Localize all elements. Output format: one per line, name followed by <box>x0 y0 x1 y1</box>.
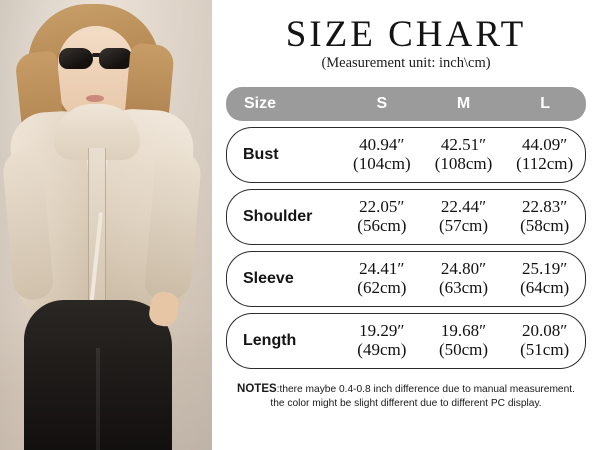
sunglasses-icon <box>57 48 137 70</box>
table-row <box>226 251 586 307</box>
value-inch: 22.05″ <box>359 197 405 216</box>
value-cm: (63cm) <box>438 278 489 297</box>
sunglasses-right-lens <box>99 48 133 69</box>
pants-center-seam <box>96 348 100 450</box>
value-cm: (62cm) <box>357 278 407 297</box>
cell-shoulder-m <box>423 189 505 245</box>
value-inch: 19.68″ <box>440 321 487 340</box>
cell-shoulder-l <box>504 189 586 245</box>
notes-line-2: the color might be slight different due to different PC display. <box>270 398 542 410</box>
value-inch: 19.29″ <box>359 321 405 340</box>
size-chart-panel <box>212 0 600 450</box>
measurement-unit-note: (Measurement unit: inch\cm) <box>321 55 491 71</box>
value-cm: (56cm) <box>357 216 407 235</box>
notes-keyword: NOTES <box>237 383 277 395</box>
row-label-sleeve: Sleeve <box>226 251 341 307</box>
table-row <box>226 127 586 183</box>
product-photo <box>0 0 212 450</box>
model-lips <box>86 95 104 102</box>
column-header-size: Size <box>226 87 341 121</box>
value-inch: 44.09″ <box>521 135 568 154</box>
column-header-s: S <box>341 87 423 121</box>
cell-bust-l <box>504 127 586 183</box>
value-inch: 22.44″ <box>440 197 487 216</box>
cell-bust-s <box>341 127 423 183</box>
cell-bust-m <box>423 127 505 183</box>
column-header-l: L <box>504 87 586 121</box>
value-inch: 24.41″ <box>359 259 405 278</box>
row-label-bust: Bust <box>226 127 341 183</box>
value-cm: (49cm) <box>357 340 407 359</box>
table-header-row <box>226 87 586 121</box>
value-cm: (58cm) <box>520 216 570 235</box>
row-label-shoulder: Shoulder <box>226 189 341 245</box>
column-header-m: M <box>423 87 505 121</box>
value-inch: 25.19″ <box>521 259 568 278</box>
value-cm: (108cm) <box>434 154 493 173</box>
value-cm: (50cm) <box>438 340 489 359</box>
notes-block <box>226 381 586 412</box>
cell-length-l <box>504 313 586 369</box>
cell-length-m <box>423 313 505 369</box>
table-row <box>226 313 586 369</box>
value-cm: (64cm) <box>520 278 570 297</box>
value-cm: (112cm) <box>516 154 574 173</box>
value-cm: (51cm) <box>520 340 570 359</box>
cell-shoulder-s <box>341 189 423 245</box>
cell-sleeve-s <box>341 251 423 307</box>
value-inch: 40.94″ <box>359 135 405 154</box>
row-label-length: Length <box>226 313 341 369</box>
page-title: SIZE CHART <box>285 14 527 55</box>
value-inch: 22.83″ <box>521 197 568 216</box>
value-cm: (104cm) <box>353 154 411 173</box>
size-table <box>226 81 586 375</box>
cell-sleeve-l <box>504 251 586 307</box>
table-row <box>226 189 586 245</box>
notes-line-1: :there maybe 0.4-0.8 inch difference due to manual measurement. <box>276 384 575 395</box>
value-cm: (57cm) <box>438 216 489 235</box>
value-inch: 20.08″ <box>521 321 568 340</box>
sunglasses-left-lens <box>59 48 93 69</box>
cell-sleeve-m <box>423 251 505 307</box>
value-inch: 42.51″ <box>440 135 487 154</box>
cell-length-s <box>341 313 423 369</box>
value-inch: 24.80″ <box>440 259 487 278</box>
